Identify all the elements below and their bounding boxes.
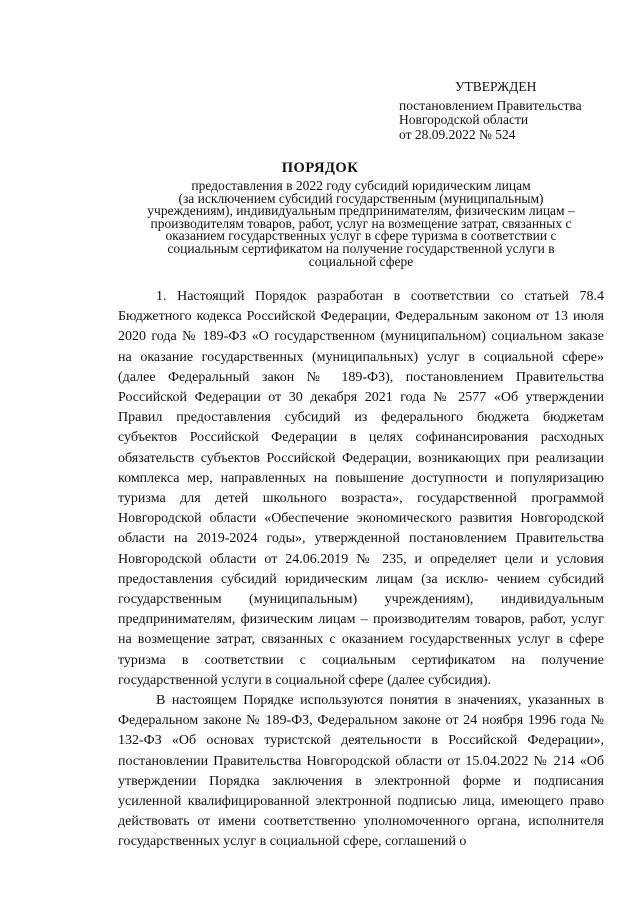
text-line: чением субсидий государственным (муниципальным) учреждениям), [118,571,604,608]
paragraph-2 [118,691,604,853]
text-line: Бюджетного кодекса Российской Федерации, Федеральным законом [118,309,532,325]
subtitle-line: (за исключением субсидий государственным (муниципальным) [178,190,544,206]
document-body [118,287,604,853]
text-line: индивидуальным предпринимателям, физическим лицам – производителям [118,592,605,628]
approval-line: от 28.09.2022 № 524 [399,126,516,142]
text-line: бюджетам субъектов Российской Федерации в целях софинансирования [118,410,604,446]
approval-word: УТВЕРЖДЕН [455,79,537,94]
text-line: реализации комплекса мер, направленных на повышение доступности и [118,450,605,486]
text-line: право действовать от имени соответственно уполномоченного органа, [118,794,605,830]
subtitle-line: предоставления в 2022 году субсидий юридическим лицам [191,178,531,193]
text-line: «Об утверждении Правил предоставления субсидий из федерального бюджета [118,390,604,426]
text-line: исполнителя государственных услуг в социальной сфере, соглашений о [118,814,604,850]
subtitle-line: оказанием государственных услуг в сфере туризма в соответствии с [165,228,557,244]
text-line: товаров, работ, услуг на возмещение затрат, связанных с оказанием [118,612,604,648]
text-line: программой Новгородской области «Обеспечение экономического развития [118,491,604,527]
text-line: популяризацию туризма для детей школьного возраста», государственной [118,470,605,507]
text-line: № 132-ФЗ «Об основах туристской деятельности в Российской Федерации», [118,713,605,749]
text-line: Правительства Российской Федерации от 30 декабря 2021 года № 2577 [118,369,604,406]
text-line: усиленной квалифицированной электронной подписью лица, имеющего [118,794,564,810]
document-title: ПОРЯДОК [281,160,359,176]
approval-line: Новгородской области [399,112,529,127]
text-line: расходных обязательств субъектов Российской Федерации, возникающих при [118,430,605,466]
text-line: социальном заказе на оказание государственных (муниципальных) услуг в [118,329,604,365]
text-line: В настоящем Порядке используются понятия в значениях, указанных в [156,693,604,709]
subtitle-line: учреждениям), индивидуальным предпринимателям, физическим лицам – [147,203,575,219]
text-line: (далее субсидия). [387,672,492,688]
approval-line: постановлением Правительства [399,97,582,113]
text-line: Новгородской области на 2019-2024 годы», утвержденной постановлением [118,511,604,547]
text-line: Правительства Новгородской области от 24.06.2019 № 235, и определяет [118,531,604,567]
document-subtitle [118,180,604,268]
subtitle-line: социальной сфере [308,253,414,269]
text-line: государственных услуг в сфере туризма в соответствии с социальным [118,632,604,668]
text-line: от 13 июля 2020 года № 189-ФЗ «О государственном (муниципальном) [118,309,605,345]
text-line: сертификатом на получение государственной услуги в социальной сфере [118,652,604,688]
text-line: 1. Настоящий Порядок разработан в соответствии со статьей 78.4 [156,289,604,304]
text-line: «Об утверждении Порядка заключения в электронной форме и подписания [118,753,605,789]
text-line: Федеральном законе № 189-ФЗ, Федеральном законе от 24 ноября 1996 года [118,713,586,729]
paragraph-1 [118,287,604,691]
text-line: цели и условия предоставления субсидий юридическим лицам (за исклю- [118,551,604,587]
text-line: социальной сфере» (далее Федеральный закон № 189-ФЗ), постановлением [118,349,604,385]
approval-block [399,80,629,142]
subtitle-line: производителям товаров, работ, услуг на возмещение затрат, связанных с [150,215,572,231]
text-line: постановлении Правительства Новгородской области от 15.04.2022 № 214 [118,753,575,769]
subtitle-line: социальным сертификатом на получение государственной услуги в [167,240,555,256]
